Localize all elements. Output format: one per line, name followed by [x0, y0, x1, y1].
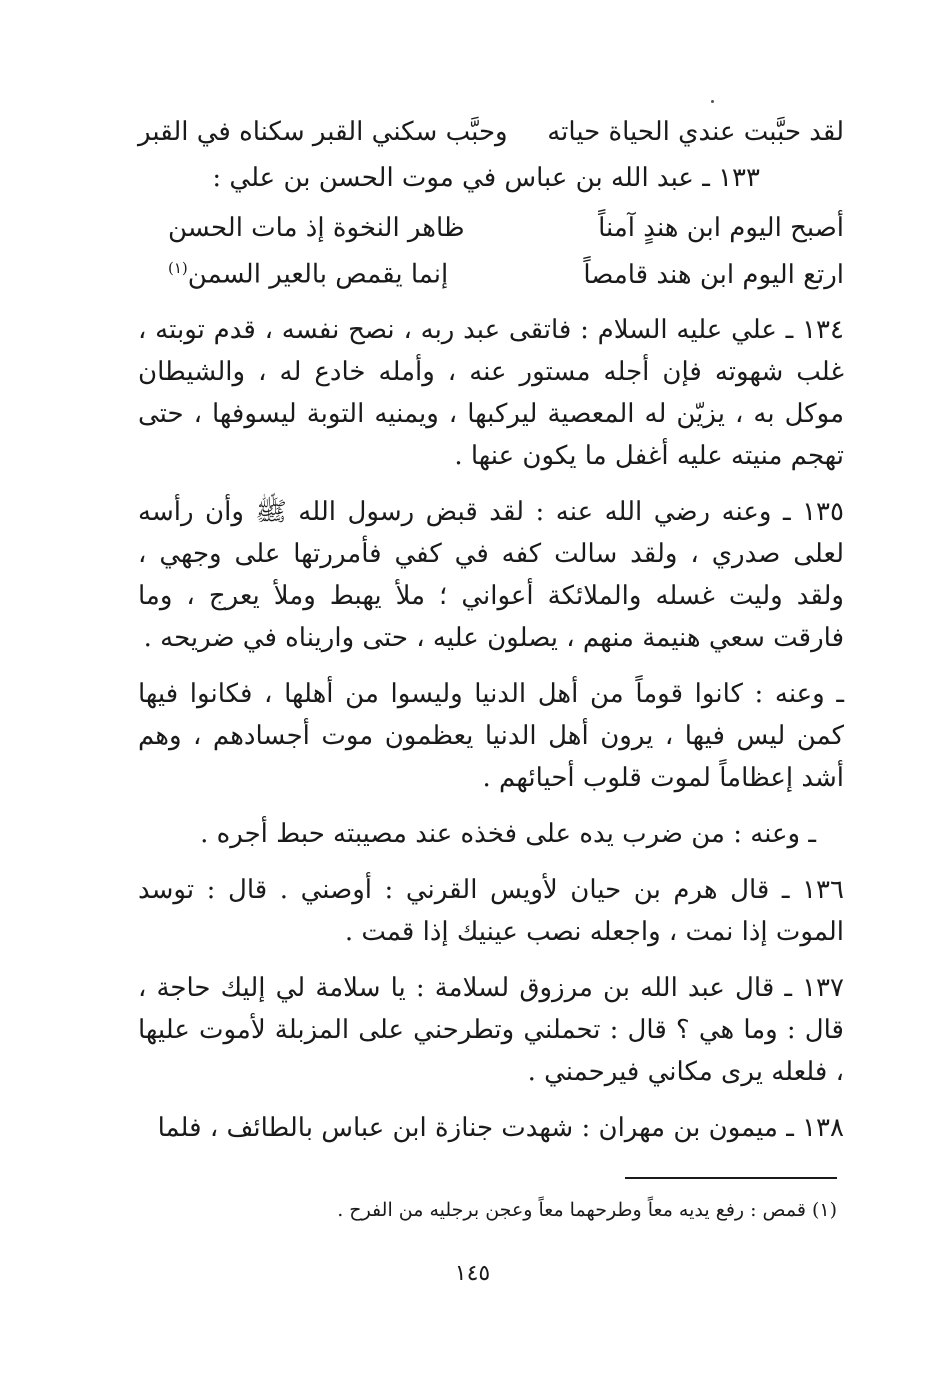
entry-133-verse-1: [138, 208, 844, 248]
page-body: [138, 112, 844, 1149]
verse-1-right-hemistich: أصبح اليوم ابن هندٍ آمناً: [598, 213, 844, 243]
footnote-divider: [625, 1177, 837, 1179]
ink-speck: [711, 100, 714, 103]
entry-135: ١٣٥ ـ وعنه رضي الله عنه : لقد قبض رسول الله ﷺ وأن رأسه لعلى صدري ، ولقد سالت كفه في كفي فأمررتها على وجهي ، ولقد وليت غسله والملائكة أعواني ؛ ملأ يهبط وملأ يعرج ، وما فارقت سعي هنيمة منهم ، يصلون عليه ، حتى واريناه في ضريحه .: [138, 496, 845, 653]
opening-verse-left-hemistich: وحبَّب سكني القبر سكناه في القبر: [138, 117, 508, 147]
entry-134: ١٣٤ ـ علي عليه السلام : فاتقى عبد ربه ، نصح نفسه ، قدم توبته ، غلب شهوته فإن أجله مستور عنه ، وأمله خادع له ، والشيطان موكل به ، يزيّن له المعصية ليركبها ، ويمنيه التوبة ليسوفها ، حتى تهجم منيته عليه أغفل ما يكون عنها .: [138, 314, 844, 471]
entry-138: ١٣٨ ـ ميمون بن مهران : شهدت جنازة ابن عباس بالطائف ، فلما: [157, 1112, 844, 1143]
entry-133-heading: ١٣٣ ـ عبد الله بن عباس في موت الحسن بن علي :: [212, 163, 760, 193]
entry-133-verse-2: [138, 248, 844, 295]
opening-verse-right-hemistich: لقد حبَّبت عندي الحياة حياته: [547, 117, 844, 147]
opening-verse: [138, 112, 844, 152]
entry-137: ١٣٧ ـ قال عبد الله بن مرزوق لسلامة : يا سلامة لي إليك حاجة ، قال : وما هي ؟ قال : تحملني وتطرحني على المزبلة لأموت عليها ، فلعله يرى مكاني فيرحمني .: [138, 972, 844, 1087]
footnote-reference: (١): [168, 259, 188, 277]
verse-2-left-text: إنما يقمص بالعير السمن: [187, 259, 449, 290]
footnote: (١) قمص : رفع يديه معاً وطرحهما معاً وعجن برجليه من الفرح .: [337, 1199, 837, 1221]
verse-2-right-hemistich: ارتع اليوم ابن هند قامصاً: [583, 259, 844, 290]
entry-136: ١٣٦ ـ قال هرم بن حيان لأويس القرني : أوصني . قال : توسد الموت إذا نمت ، واجعله نصب عينيك إذا قمت .: [138, 874, 844, 947]
verse-2-left-hemistich: [168, 248, 448, 295]
page-number: ١٤٥: [454, 1261, 491, 1286]
verse-1-left-hemistich: ظاهر النخوة إذ مات الحسن: [168, 213, 465, 243]
entry-135-saying-2: ـ وعنه : من ضرب يده على فخذه عند مصيبته حبط أجره .: [200, 818, 816, 849]
entry-135-saying-1: ـ وعنه : كانوا قوماً من أهل الدنيا وليسوا من أهلها ، فكانوا فيها كمن ليس فيها ، يرون أهل الدنيا يعظمون موت أجسادهم ، وهم أشد إعظاماً لموت قلوب أحيائهم .: [138, 678, 845, 793]
